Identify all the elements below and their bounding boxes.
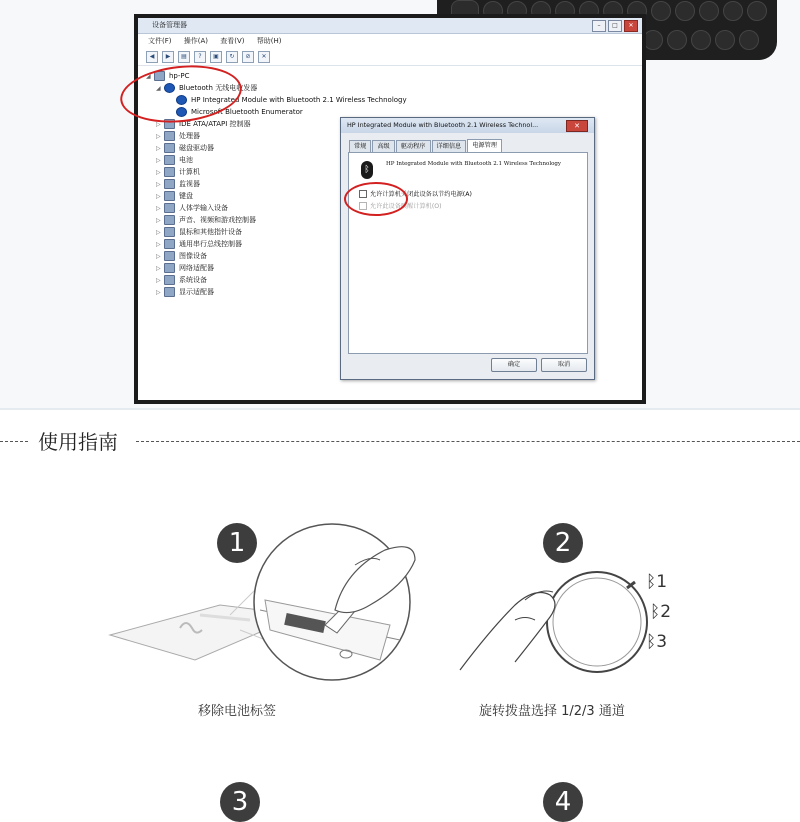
cancel-button[interactable]: 取消 bbox=[541, 358, 587, 372]
menu-help[interactable]: 帮助(H) bbox=[256, 37, 282, 45]
dialog-close-button[interactable]: ✕ bbox=[566, 120, 588, 132]
menu-view[interactable]: 查看(V) bbox=[220, 37, 245, 45]
device-icon bbox=[164, 155, 175, 165]
device-icon bbox=[164, 263, 175, 273]
tree-item[interactable]: ▷ IDE ATA/ATAPI 控制器 bbox=[156, 120, 251, 128]
maximize-button[interactable]: □ bbox=[608, 20, 622, 32]
device-icon bbox=[164, 287, 175, 297]
back-icon[interactable]: ◀ bbox=[146, 51, 158, 63]
properties-icon[interactable]: ▤ bbox=[178, 51, 190, 63]
tree-item[interactable]: ▷ 人体学输入设备 bbox=[156, 204, 228, 212]
device-icon bbox=[164, 251, 175, 261]
tab-power-management[interactable]: 电源管理 bbox=[467, 139, 502, 153]
update-icon[interactable]: ↻ bbox=[226, 51, 238, 63]
tree-item[interactable]: ▷ 通用串行总线控制器 bbox=[156, 240, 242, 248]
band-divider bbox=[0, 408, 800, 410]
device-icon bbox=[164, 167, 175, 177]
remove-battery-tab-illustration bbox=[100, 520, 420, 690]
device-icon bbox=[164, 215, 175, 225]
device-name: HP Integrated Module with Bluetooth 2.1 Wireless Technology bbox=[386, 161, 562, 167]
tree-item[interactable]: ▷ 系统设备 bbox=[156, 276, 207, 284]
device-icon bbox=[164, 239, 175, 249]
device-icon bbox=[164, 227, 175, 237]
tree-item[interactable]: ▷ 电池 bbox=[156, 156, 193, 164]
properties-dialog bbox=[340, 117, 595, 380]
tree-item[interactable]: ▷ 显示适配器 bbox=[156, 288, 214, 296]
bluetooth-icon: ᛒ bbox=[650, 602, 661, 622]
step-caption: 移除电池标签 bbox=[198, 704, 277, 719]
minimize-button[interactable]: – bbox=[592, 20, 606, 32]
step-number-badge: 4 bbox=[543, 782, 583, 822]
divider-line bbox=[0, 441, 28, 442]
tree-item-bt-enumerator[interactable]: Microsoft Bluetooth Enumerator bbox=[176, 106, 303, 118]
tree-item[interactable]: ▷ 监视器 bbox=[156, 180, 200, 188]
tree-item[interactable]: ▷ 磁盘驱动器 bbox=[156, 144, 214, 152]
annotation-circle bbox=[344, 182, 408, 216]
tab-advanced[interactable]: 高级 bbox=[372, 140, 394, 153]
allow-wake-option: 允许此设备唤醒计算机(O) bbox=[359, 201, 442, 210]
tree-item[interactable]: ▷ 鼠标和其他指针设备 bbox=[156, 228, 242, 236]
device-icon bbox=[164, 143, 175, 153]
window-title: 设备管理器 bbox=[152, 21, 187, 29]
channel-dial-illustration bbox=[455, 560, 655, 680]
tree-item[interactable]: ▷ 键盘 bbox=[156, 192, 193, 200]
tree-item[interactable]: ▷ 处理器 bbox=[156, 132, 200, 140]
tree-root[interactable]: ◢ hp-PC bbox=[146, 72, 190, 80]
section-title: 使用指南 bbox=[38, 430, 118, 454]
uninstall-icon[interactable]: ✕ bbox=[258, 51, 270, 63]
tree-item[interactable]: ▷ 图像设备 bbox=[156, 252, 207, 260]
device-icon bbox=[164, 179, 175, 189]
channel-2-label: ᛒ2 bbox=[650, 602, 672, 622]
menu-action[interactable]: 操作(A) bbox=[183, 37, 208, 45]
divider-line bbox=[136, 441, 800, 442]
menu-file[interactable]: 文件(F) bbox=[148, 37, 172, 45]
section-header bbox=[0, 428, 800, 456]
tab-general[interactable]: 常规 bbox=[349, 140, 371, 153]
channel-3-label: ᛒ3 bbox=[646, 632, 668, 652]
tree-item-bt-module[interactable]: HP Integrated Module with Bluetooth 2.1 Wireless Technology bbox=[176, 94, 407, 106]
disable-icon[interactable]: ⊘ bbox=[242, 51, 254, 63]
bluetooth-icon: ᛒ bbox=[646, 632, 657, 652]
help-icon[interactable]: ? bbox=[194, 51, 206, 63]
dialog-title: HP Integrated Module with Bluetooth 2.1 Wireless Technol... bbox=[341, 118, 594, 133]
tab-driver[interactable]: 驱动程序 bbox=[396, 140, 431, 153]
tree-item[interactable]: ▷ 网络适配器 bbox=[156, 264, 214, 272]
step-number-badge: 1 bbox=[217, 523, 257, 563]
bluetooth-icon: ᛒ bbox=[646, 572, 657, 592]
step-number-badge: 2 bbox=[543, 523, 583, 563]
close-button[interactable]: ✕ bbox=[624, 20, 638, 32]
window-titlebar bbox=[138, 18, 642, 34]
toolbar bbox=[138, 49, 642, 66]
scan-icon[interactable]: ▣ bbox=[210, 51, 222, 63]
bluetooth-icon: ᛒ bbox=[361, 161, 373, 179]
allow-power-off-option[interactable]: 允许计算机关闭此设备以节约电源(A) bbox=[359, 189, 472, 198]
menu-bar bbox=[138, 35, 642, 48]
forward-icon[interactable]: ▶ bbox=[162, 51, 174, 63]
channel-1-label: ᛒ1 bbox=[646, 572, 668, 592]
device-icon bbox=[164, 131, 175, 141]
device-icon bbox=[164, 191, 175, 201]
step-number-badge: 3 bbox=[220, 782, 260, 822]
tree-item[interactable]: ▷ 计算机 bbox=[156, 168, 200, 176]
tree-item[interactable]: ▷ 声音、视频和游戏控制器 bbox=[156, 216, 256, 224]
tab-details[interactable]: 详细信息 bbox=[432, 140, 467, 153]
step-caption: 旋转拨盘选择 1/2/3 通道 bbox=[479, 704, 625, 719]
tree-item-bluetooth[interactable]: ◢ Bluetooth 无线电收发器 bbox=[156, 84, 258, 92]
ok-button[interactable]: 确定 bbox=[491, 358, 537, 372]
device-icon bbox=[164, 203, 175, 213]
device-icon bbox=[164, 275, 175, 285]
